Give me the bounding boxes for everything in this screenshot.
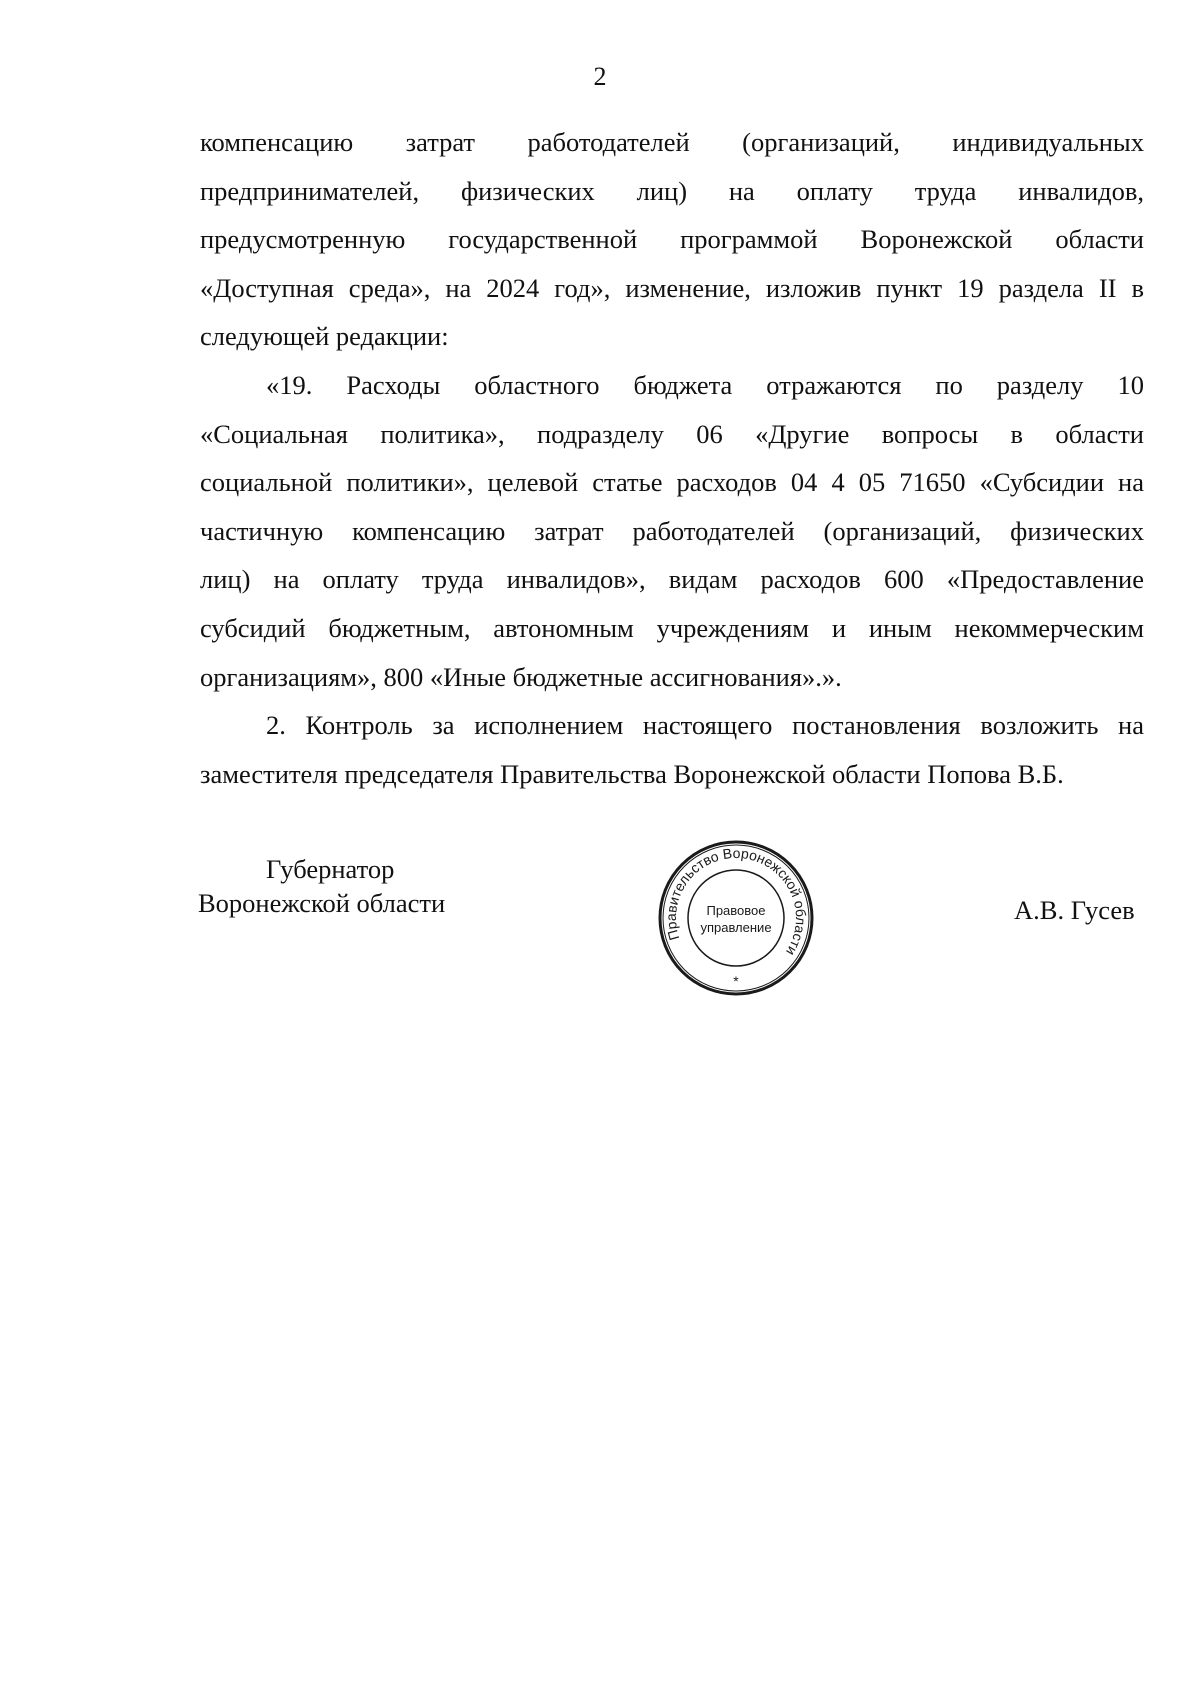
text-line: «Доступная среда», на 2024 год», изменение, изложив пункт 19 раздела II в (200, 272, 1144, 303)
text-line: «Социальная политика», подразделу 06 «Другие вопросы в области (200, 418, 1144, 449)
document-body (200, 118, 1144, 798)
text-line: социальной политики», целевой статье расходов 04 4 05 71650 «Субсидии на (200, 467, 1144, 498)
paragraph-item-2-control (200, 701, 1144, 798)
text-line: заместителя председателя Правительства Воронежской области Попова В.Б. (200, 758, 1064, 789)
text-line: предпринимателей, физических лиц) на оплату труда инвалидов, (200, 175, 1144, 206)
stamp-star: * (733, 973, 739, 989)
text-line: субсидий бюджетным, автономным учреждениям и иным некоммерческим (200, 612, 1144, 643)
stamp-inner-line2: управление (700, 920, 772, 935)
signatory-title (198, 852, 445, 920)
text-line: лиц) на оплату труда инвалидов», видам расходов 600 «Предоставление (200, 564, 1144, 595)
text-line: компенсацию затрат работодателей (организаций, индивидуальных (200, 127, 1144, 157)
text-line: организациям», 800 «Иные бюджетные ассигнования».». (200, 661, 842, 692)
text-line: 2. Контроль за исполнением настоящего постановления возложить на (266, 710, 1144, 741)
text-line: предусмотренную государственной программой Воронежской области (200, 224, 1144, 255)
paragraph-item-19 (200, 361, 1144, 701)
paragraph-amendment-intro (200, 118, 1144, 361)
signatory-title-line1: Губернатор (266, 854, 395, 884)
stamp-outer-text: Правительство Воронежской области (662, 844, 810, 959)
signatory-name: А.В. Гусев (1014, 895, 1135, 925)
text-line: «19. Расходы областного бюджета отражаются по разделу 10 (266, 369, 1144, 400)
text-line: следующей редакции: (200, 321, 449, 352)
signatory-title-line2: Воронежской области (198, 888, 446, 918)
official-stamp (656, 838, 816, 998)
page-number: 2 (593, 62, 607, 91)
stamp-inner-line1: Правовое (706, 903, 766, 918)
text-line: частичную компенсацию затрат работодателей (организаций, физических (200, 515, 1144, 546)
